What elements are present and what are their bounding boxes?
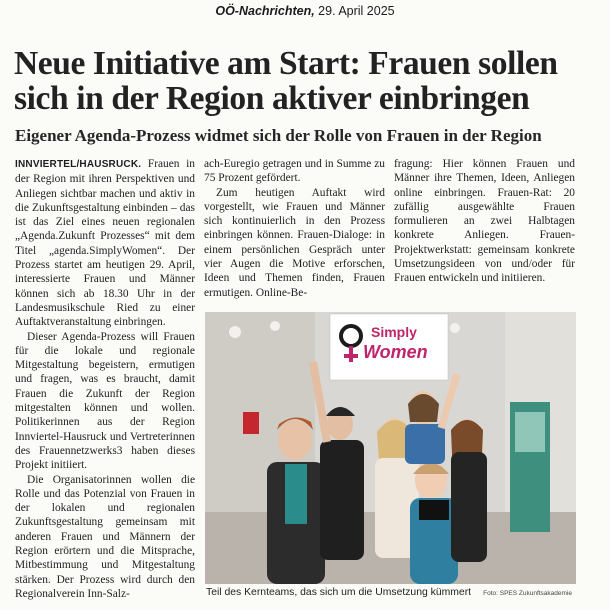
article-column-2 [204, 157, 385, 300]
dateline: INNVIERTEL/HAUSRUCK. [15, 159, 142, 170]
article-column-1 [15, 157, 195, 601]
publication-date: 29. April 2025 [318, 4, 395, 18]
source-line [0, 4, 610, 18]
article-paragraph: ach-Euregio getragen und in Summe zu 75 Prozent gefördert. [204, 158, 385, 185]
article-paragraph [15, 157, 195, 330]
subheadline: Eigener Agenda-Prozess widmet sich der Rolle von Frauen in der Region [15, 126, 542, 145]
article-column-3 [394, 157, 575, 286]
photo-credit: Foto: SPES Zukunftsakademie [483, 590, 572, 597]
article-paragraph: Zum heutigen Auftakt wird vorgestellt, wie Frauen und Männer sich kontinuierlich in den Prozess einbringen können. Frauen-Dialoge: in einem persönlichen Gespräch unter vier Augen die Motive erforschen, Ideen und Themen finden, Frauen ermutigen. Online-Be- [204, 186, 385, 299]
simplywomen-logo [333, 316, 443, 380]
logo-simply-text: Simply [371, 324, 417, 340]
article-paragraph: Die Organisatorinnen wollen die Rolle und das Potenzial von Frauen in der lokalen und regionalen Zukunftsgestaltung gemeinsam mit anderen Frauen und Männern der Region erörtern und die Mitsprache, Mitbestimmung und Mitgestaltung stärken. Der Prozess wird durch den Regionalverein Inn-Salz- [15, 473, 195, 600]
photo-caption: Teil des Kernteams, das sich um die Umsetzung kümmert [206, 587, 472, 598]
paragraph-text: Frauen in der Region mit ihren Perspektiven und Anliegen sichtbar machen und aktiv in die Zukunftsgestaltung einbinden – das ist das Ziel eines neuen regionalen „Agenda.Zukunft Prozesses“ mit dem Titel „agenda.SimplyWomen“. Der Prozess startet am heutigen 29. April, interessierte Frauen und Männer können sich ab 18.30 Uhr in der Landesmusikschule Ried zu einer Auftaktveranstaltung einbringen. [15, 158, 195, 329]
article-paragraph: Dieser Agenda-Prozess will Frauen für die lokale und regionale Mitgestaltung begeistern, ermutigen und fragen, was es braucht, damit Frauen die Zukunft der Region mitgestalten können und wollen. Politikerinnen aus der Region Innviertel-Hausruck und Vertreterinnen des Frauennetzwerks3 haben dieses Projekt initiiert. [15, 330, 195, 472]
headline: Neue Initiative am Start: Frauen sollen sich in der Region aktiver einbringen [14, 45, 558, 117]
article-photo [205, 312, 576, 584]
logo-women-text: Women [363, 342, 428, 362]
publication-name: OÖ-Nachrichten, [215, 4, 315, 18]
article-paragraph: fragung: Hier können Frauen und Männer ihre Themen, Ideen, Anliegen online einbringen. Frauen-Rat: 20 zufällig ausgewählte Frauen formulieren an zwei Halbtagen konkrete Anliegen. Frauen-Projektwerkstatt: gemeinsam konkrete Umsetzungsideen von und/oder für Frauen entwickeln und initiieren. [394, 158, 575, 285]
